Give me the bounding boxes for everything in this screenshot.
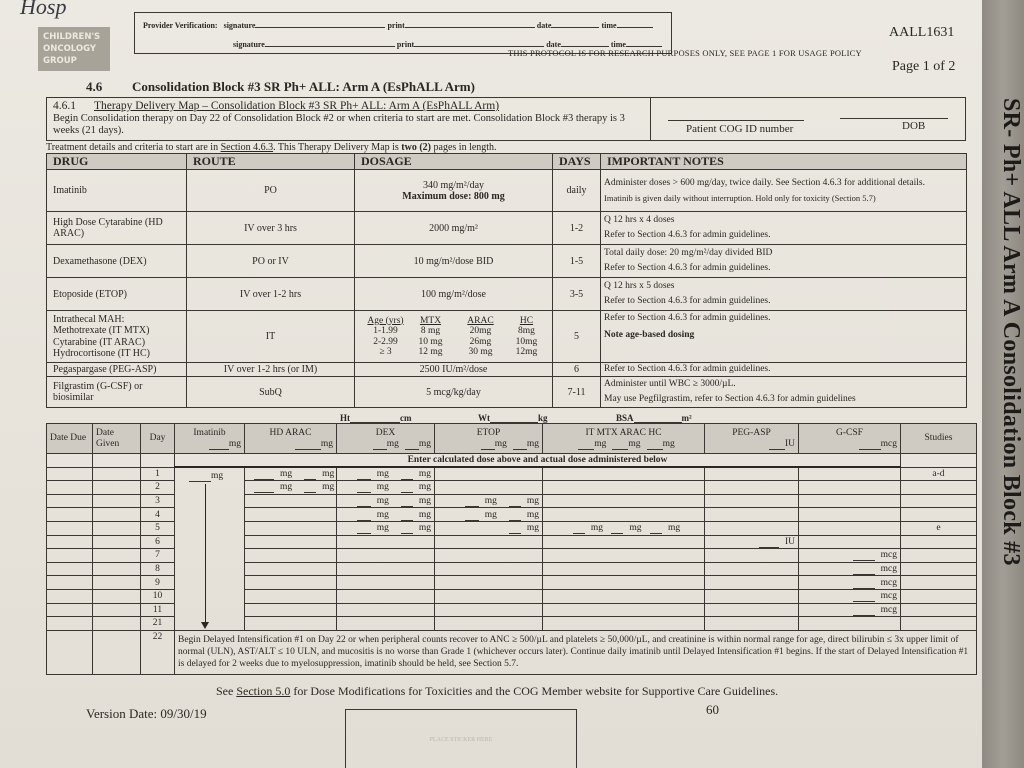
version-date: Version Date: 09/30/19	[86, 706, 207, 721]
gcsf-dose[interactable]	[853, 565, 875, 575]
time-field-2[interactable]	[626, 38, 662, 47]
date-due-cell[interactable]	[47, 481, 93, 495]
day-number: 6	[141, 535, 175, 549]
date-due-cell[interactable]	[47, 617, 93, 631]
admin-instruction: Enter calculated dose above and actual dose administered below	[175, 454, 901, 468]
dex-calc-dose-1[interactable]	[373, 440, 387, 450]
studies-cell	[901, 494, 977, 508]
time-field-1[interactable]	[617, 19, 653, 28]
drug-table-header	[47, 154, 967, 170]
drug-row-etop: Etoposide (ETOP) IV over 1-2 hrs 100 mg/m²/dose 3-5 Q 12 hrs x 5 doses Refer to Section 4.6.3 for admin guidelines.	[47, 278, 967, 311]
drug-row-hd-arac: High Dose Cytarabine (HD ARAC) IV over 3 hrs 2000 mg/m² 1-2 Q 12 hrs x 4 doses Refer to Section 4.6.3 for admin guidelines.	[47, 212, 967, 245]
patient-info	[652, 98, 965, 140]
dex-dose[interactable]	[401, 483, 413, 493]
hd-arac-dose[interactable]	[254, 470, 274, 480]
delayed-intensification-note: Begin Delayed Intensification #1 on Day 22 or when peripheral counts recover to ANC ≥ 500/µL and platelets ≥ 50,000/µL, and creatinine is within normal range for age, direct bilirubin ≤ 3x upper limit of normal (ULN), AST/ALT ≤ 10 ULN, and mucositis is no worse than Grade 1 (whichever occurs later). Continue daily imatinib until Delayed Intensification #1 begins. If the start of Delayed Intensification #1 is delayed for 2 weeks due to myelosuppression, imatinib should be held, see Section 5.7.	[175, 630, 977, 674]
day-number: 9	[141, 576, 175, 590]
protocol-number: AALL1631	[889, 25, 955, 40]
day-number: 5	[141, 521, 175, 535]
studies-cell: a-d	[901, 467, 977, 481]
dex-dose[interactable]	[401, 497, 413, 507]
gcsf-dose[interactable]	[853, 579, 875, 589]
signature-field-1[interactable]	[255, 19, 385, 28]
header-drug: DRUG	[47, 154, 187, 170]
studies-cell	[901, 603, 977, 617]
etop-dose[interactable]	[509, 511, 521, 521]
date-due-cell[interactable]	[47, 549, 93, 563]
date-given-cell[interactable]	[93, 617, 141, 631]
dob-field[interactable]	[840, 118, 948, 119]
gcsf-calc-dose[interactable]	[859, 440, 881, 450]
admin-row-day-3: 3 mg mg mg mg	[47, 494, 977, 508]
section-5-0-link[interactable]: Section 5.0	[236, 684, 291, 698]
handwritten-note: Hosp	[20, 0, 67, 19]
date-given-cell[interactable]	[93, 535, 141, 549]
studies-cell	[901, 481, 977, 495]
page-number: 60	[706, 702, 719, 717]
admin-header-row: Date Due Date Given Day Imatinib mg HD ARAC mg DEX mg mg ETOP mg mg IT MTX ARAC HC mg mg mg PEG-ASP IU G-CSF mcg Studies	[47, 424, 977, 454]
section-title: 4.6 Consolidation Block #3 SR Ph+ ALL: Arm A (EsPhALL Arm)	[86, 79, 475, 94]
date-given-cell[interactable]	[93, 521, 141, 535]
dex-dose[interactable]	[401, 470, 413, 480]
date-given-cell[interactable]	[93, 576, 141, 590]
day-number: 4	[141, 508, 175, 522]
admin-row-day-1: 1 mg mg mg mg mg a-d	[47, 467, 977, 481]
gcsf-dose[interactable]	[853, 592, 875, 602]
date-due-cell[interactable]	[47, 603, 93, 617]
admin-row-day-8: 8 mcg	[47, 562, 977, 576]
studies-cell	[901, 576, 977, 590]
bsa-field[interactable]: BSA m²	[616, 413, 692, 423]
admin-row-day-6: 6 IU	[47, 535, 977, 549]
studies-cell	[901, 508, 977, 522]
height-field[interactable]: Ht cm	[340, 413, 412, 423]
research-notice: THIS PROTOCOL IS FOR RESEARCH PURPOSES ONLY, SEE PAGE 1 FOR USAGE POLICY	[508, 48, 862, 58]
subsection-title: 4.6.1 Therapy Delivery Map – Consolidation Block #3 SR Ph+ ALL: Arm A (EsPhALL Arm)	[53, 100, 500, 112]
drug-row-gcsf: Filgrastim (G-CSF) or biosimilar SubQ 5 mcg/kg/day 7-11 Administer until WBC ≥ 3000/µL. May use Pegfilgrastim, refer to Section 4.6.3 for admin guidelines	[47, 377, 967, 408]
dex-dose[interactable]	[357, 497, 371, 507]
dex-dose[interactable]	[357, 524, 371, 534]
date-due-cell[interactable]	[47, 535, 93, 549]
drug-table	[46, 153, 967, 408]
hd-arac-dose[interactable]	[304, 483, 316, 493]
age-based-dosing-table: Age (yrs) MTX ARAC HC 1-1.99 8 mg 20mg 8mg 2-2.99 10 mg 26mg 10mg ≥ 3 12 mg 30 mg 12mg	[367, 315, 538, 357]
date-field-2[interactable]	[561, 38, 609, 47]
therapy-map-header	[46, 97, 966, 141]
imatinib-calc-dose[interactable]	[209, 440, 229, 450]
drug-row-imatinib: Imatinib PO 340 mg/m²/day Maximum dose: 800 mg daily Administer doses > 600 mg/day, twice daily. See Section 4.6.3 for additional details. Imatinib is given daily without interruption. Hold only for toxicity (Section 5.7)	[47, 170, 967, 212]
it-arac-dose[interactable]	[611, 524, 623, 534]
dex-dose[interactable]	[357, 511, 371, 521]
page-indicator: Page 1 of 2	[892, 59, 956, 74]
studies-cell	[901, 562, 977, 576]
provider-verification-row-1: Provider Verification: signature print date time	[143, 19, 653, 31]
admin-banner-row	[47, 454, 977, 468]
date-given-cell[interactable]	[93, 589, 141, 603]
date-due-cell[interactable]	[47, 521, 93, 535]
print-field-2[interactable]	[414, 38, 544, 47]
date-field-1[interactable]	[551, 19, 599, 28]
date-due-cell[interactable]	[47, 562, 93, 576]
header-days: DAYS	[553, 154, 601, 170]
studies-cell	[901, 617, 977, 631]
etop-dose[interactable]	[509, 497, 521, 507]
day-number: 8	[141, 562, 175, 576]
print-field-1[interactable]	[405, 19, 535, 28]
treatment-details-line: Treatment details and criteria to start are in Section 4.6.3. This Therapy Delivery Map is two (2) pages in length.	[46, 142, 497, 153]
hd-arac-dose[interactable]	[254, 483, 274, 493]
drug-row-peg-asp: Pegaspargase (PEG-ASP) IV over 1-2 hrs (or IM) 2500 IU/m²/dose 6 Refer to Section 4.6.3 for admin guidelines.	[47, 363, 967, 377]
day-number: 3	[141, 494, 175, 508]
admin-row-day-5: 5 mg mg mg mg mg mg e	[47, 521, 977, 535]
admin-row-day-4: 4 mg mg mg mg	[47, 508, 977, 522]
it-hc-calc-dose[interactable]	[647, 440, 663, 450]
admin-row-day-7: 7 mcg	[47, 549, 977, 563]
weight-field[interactable]: Wt kg	[478, 413, 548, 423]
day-number: 2	[141, 481, 175, 495]
date-given-cell[interactable]	[93, 562, 141, 576]
dex-dose[interactable]	[357, 483, 371, 493]
arrow-down-icon	[201, 622, 209, 629]
dex-dose[interactable]	[357, 470, 371, 480]
date-given-cell[interactable]	[93, 494, 141, 508]
date-due-cell[interactable]	[47, 589, 93, 603]
day-number: 11	[141, 603, 175, 617]
side-tab-label: SR- Ph+ ALL Arm A Consolidation Block #3	[998, 98, 1024, 566]
gcsf-dose[interactable]	[853, 551, 875, 561]
sticker-box	[345, 709, 577, 768]
provider-verification-row-2: signature print date time	[233, 38, 662, 50]
gcsf-dose[interactable]	[853, 606, 875, 616]
header-notes: IMPORTANT NOTES	[601, 154, 967, 170]
imatinib-actual-dose[interactable]	[189, 472, 211, 482]
it-mtx-calc-dose[interactable]	[578, 440, 594, 450]
admin-row-day-9: 9 mcg	[47, 576, 977, 590]
sticker-label: PLACE STICKER HERE	[429, 737, 493, 743]
date-given-cell[interactable]	[93, 549, 141, 563]
footer-note: See Section 5.0 for Dose Modifications for Toxicities and the COG Member website for Supportive Care Guidelines.	[216, 684, 779, 698]
cog-logo: CHILDREN'S ONCOLOGY GROUP	[38, 27, 110, 71]
day-number: 10	[141, 589, 175, 603]
admin-row-day-10: 10 mcg	[47, 589, 977, 603]
studies-cell	[901, 535, 977, 549]
studies-cell	[901, 549, 977, 563]
header-dosage: DOSAGE	[355, 154, 553, 170]
etop-dose[interactable]	[465, 511, 479, 521]
etop-calc-dose-2[interactable]	[513, 440, 527, 450]
date-given-cell[interactable]	[93, 508, 141, 522]
date-due-cell[interactable]	[47, 467, 93, 481]
admin-row-day-22: 22 Begin Delayed Intensification #1 on Day 22 or when peripheral counts recover to ANC ≥ 500/µL and platelets ≥ 50,000/µL, and creatinine is within normal range for age, direct bilirubin ≤ 3x upper limit of normal (ULN), AST/ALT ≤ 10 ULN, and mucositis is no worse than Grade 1 (whichever occurs later). Continue daily imatinib until Delayed Intensification #1 begins. If the start of Delayed Intensification #1 is delayed for 2 weeks due to myelosuppression, imatinib should be held, see Section 5.7.	[47, 630, 977, 674]
etop-calc-dose-1[interactable]	[481, 440, 495, 450]
patient-id-label: Patient COG ID number	[686, 123, 794, 135]
dex-dose[interactable]	[401, 524, 413, 534]
peg-dose[interactable]	[759, 538, 779, 548]
dex-dose[interactable]	[401, 511, 413, 521]
hd-arac-dose[interactable]	[304, 470, 316, 480]
peg-calc-dose[interactable]	[769, 440, 785, 450]
date-due-cell[interactable]	[47, 508, 93, 522]
hd-arac-calc-dose[interactable]	[295, 440, 321, 450]
it-mtx-dose[interactable]	[573, 524, 585, 534]
date-given-cell[interactable]	[93, 481, 141, 495]
etop-dose[interactable]	[509, 524, 521, 534]
it-hc-dose[interactable]	[650, 524, 662, 534]
signature-field-2[interactable]	[265, 38, 395, 47]
patient-id-field[interactable]	[668, 120, 804, 121]
side-tab	[982, 0, 1024, 768]
admin-row-day-2: 2 mg mg mg mg	[47, 481, 977, 495]
section-4-6-3-link[interactable]: Section 4.6.3	[220, 142, 274, 153]
date-due-cell[interactable]	[47, 494, 93, 508]
day-number: 21	[141, 617, 175, 631]
dex-calc-dose-2[interactable]	[405, 440, 419, 450]
drug-row-dex: Dexamethasone (DEX) PO or IV 10 mg/m²/dose BID 1-5 Total daily dose: 20 mg/m²/day divided BID Refer to Section 4.6.3 for admin guidelines.	[47, 245, 967, 278]
it-arac-calc-dose[interactable]	[612, 440, 628, 450]
dob-label: DOB	[902, 120, 926, 132]
continuation-arrow	[205, 484, 206, 624]
date-due-cell[interactable]	[47, 576, 93, 590]
imatinib-daily-cell[interactable]: mg	[175, 467, 245, 630]
drug-row-it-mah: Intrathecal MAH: Methotrexate (IT MTX) Cytarabine (IT ARAC) Hydrocortisone (IT HC) IT Age (yrs) MTX ARAC HC 1-1.99 8 mg 20mg 8mg 2-2.99 10 mg 26mg 10mg ≥ 3 12 mg 30 mg 12mg 5 Refer to Section 4.6.3 for admin guidelines. Note age-based dosing	[47, 311, 967, 363]
day-number: 1	[141, 467, 175, 481]
etop-dose[interactable]	[465, 497, 479, 507]
administration-table	[46, 423, 977, 675]
subsection-description: Begin Consolidation therapy on Day 22 of Consolidation Block #2 or when criteria to start are met. Consolidation Block #3 therapy is 3 weeks (21 days).	[53, 112, 625, 136]
date-given-cell[interactable]	[93, 603, 141, 617]
studies-cell: e	[901, 521, 977, 535]
studies-cell	[901, 589, 977, 603]
date-given-cell[interactable]	[93, 467, 141, 481]
day-number: 7	[141, 549, 175, 563]
header-route: ROUTE	[187, 154, 355, 170]
admin-day-rows	[47, 467, 977, 630]
admin-row-day-11: 11 mcg	[47, 603, 977, 617]
